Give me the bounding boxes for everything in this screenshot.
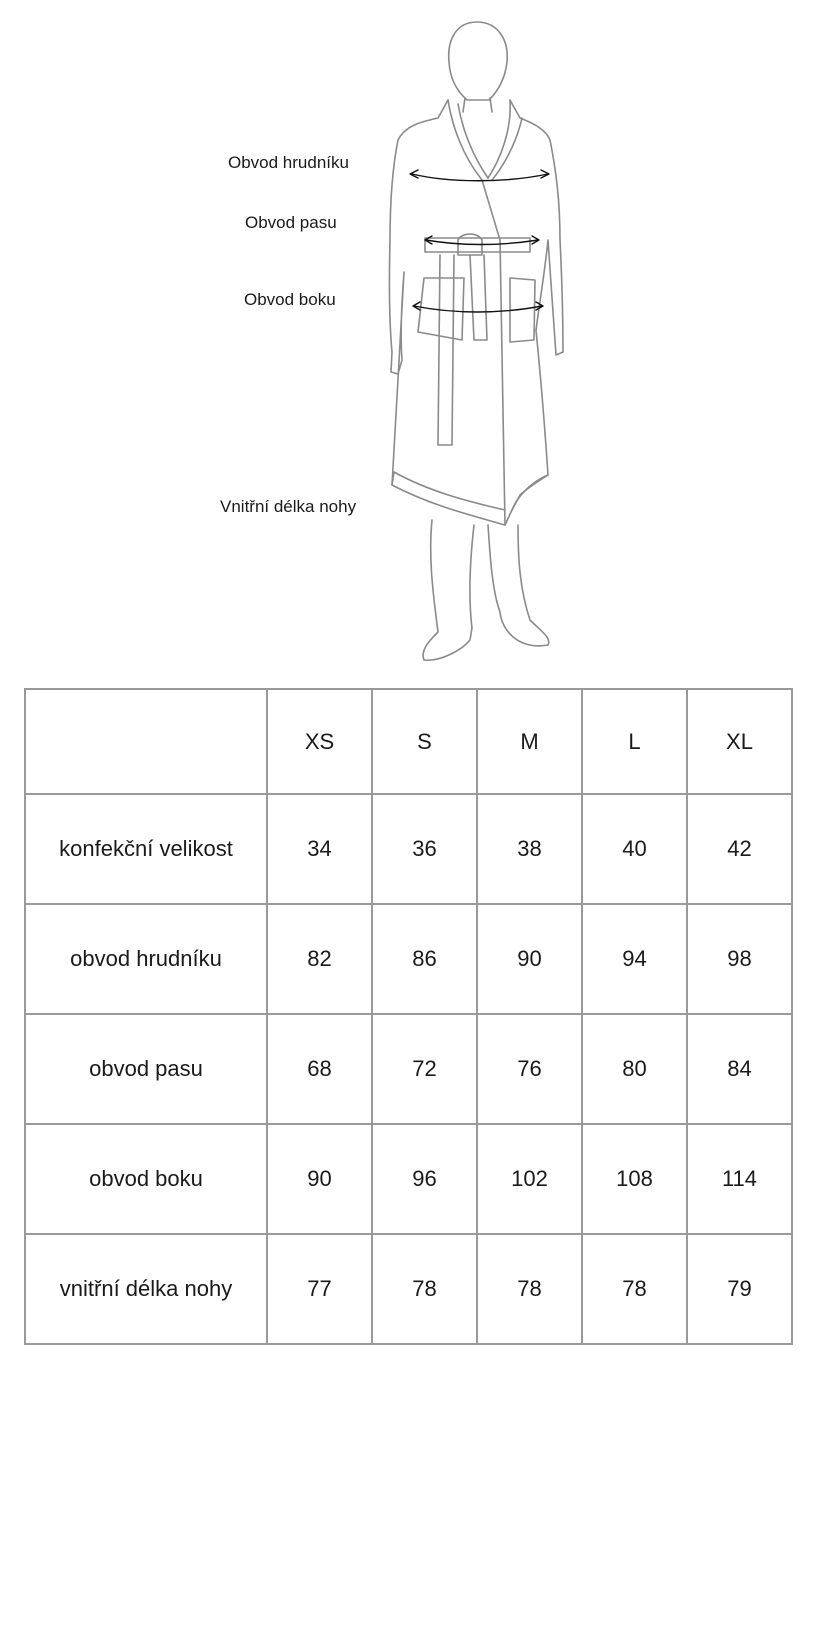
table-row xyxy=(25,1234,792,1344)
header-cell-xl: XL xyxy=(687,689,792,794)
label-hip: Obvod boku xyxy=(244,290,336,309)
belt-tail-right xyxy=(470,255,487,340)
table-cell: 78 xyxy=(477,1234,582,1344)
table-cell: 38 xyxy=(477,794,582,904)
label-waist: Obvod pasu xyxy=(245,213,337,232)
table-cell: 77 xyxy=(267,1234,372,1344)
table-cell: 78 xyxy=(582,1234,687,1344)
table-cell: 36 xyxy=(372,794,477,904)
lapel-right-outer xyxy=(492,118,522,180)
table-row xyxy=(25,904,792,1014)
row-label: vnitřní délka nohy xyxy=(25,1234,267,1344)
table-cell: 42 xyxy=(687,794,792,904)
table-cell: 84 xyxy=(687,1014,792,1124)
hem-band-right xyxy=(512,475,548,510)
table-cell: 82 xyxy=(267,904,372,1014)
table-cell: 68 xyxy=(267,1014,372,1124)
table-cell: 40 xyxy=(582,794,687,904)
pocket-left xyxy=(418,278,464,340)
bathrobe-measurement-figure xyxy=(0,0,813,680)
table-row xyxy=(25,1014,792,1124)
label-chest: Obvod hrudníku xyxy=(228,153,349,172)
belt-tail-left xyxy=(438,255,454,445)
header-cell-s: S xyxy=(372,689,477,794)
table-cell: 98 xyxy=(687,904,792,1014)
hip-arrow xyxy=(414,306,542,312)
table-cell: 90 xyxy=(477,904,582,1014)
header-cell-l: L xyxy=(582,689,687,794)
table-cell: 86 xyxy=(372,904,477,1014)
table-cell: 94 xyxy=(582,904,687,1014)
table-header-row xyxy=(25,689,792,794)
table-cell: 108 xyxy=(582,1124,687,1234)
table-cell: 34 xyxy=(267,794,372,904)
table-cell: 78 xyxy=(372,1234,477,1344)
label-inseam: Vnitřní délka nohy xyxy=(220,497,357,516)
table-cell: 76 xyxy=(477,1014,582,1124)
row-label: obvod boku xyxy=(25,1124,267,1234)
table-row xyxy=(25,1124,792,1234)
table-cell: 114 xyxy=(687,1124,792,1234)
table-cell: 80 xyxy=(582,1014,687,1124)
table-row xyxy=(25,794,792,904)
row-label: obvod hrudníku xyxy=(25,904,267,1014)
row-label: konfekční velikost xyxy=(25,794,267,904)
size-table xyxy=(24,688,793,1345)
header-cell-empty xyxy=(25,689,267,794)
table-cell: 90 xyxy=(267,1124,372,1234)
table-cell: 79 xyxy=(687,1234,792,1344)
table-cell: 102 xyxy=(477,1124,582,1234)
bathrobe-figure-drawing xyxy=(0,0,813,680)
table-cell: 96 xyxy=(372,1124,477,1234)
head-outline xyxy=(449,22,508,100)
leg-right xyxy=(488,525,549,646)
header-cell-xs: XS xyxy=(267,689,372,794)
table-cell: 72 xyxy=(372,1014,477,1124)
row-label: obvod pasu xyxy=(25,1014,267,1124)
leg-left xyxy=(423,520,474,660)
hem-band xyxy=(392,472,505,510)
header-cell-m: M xyxy=(477,689,582,794)
